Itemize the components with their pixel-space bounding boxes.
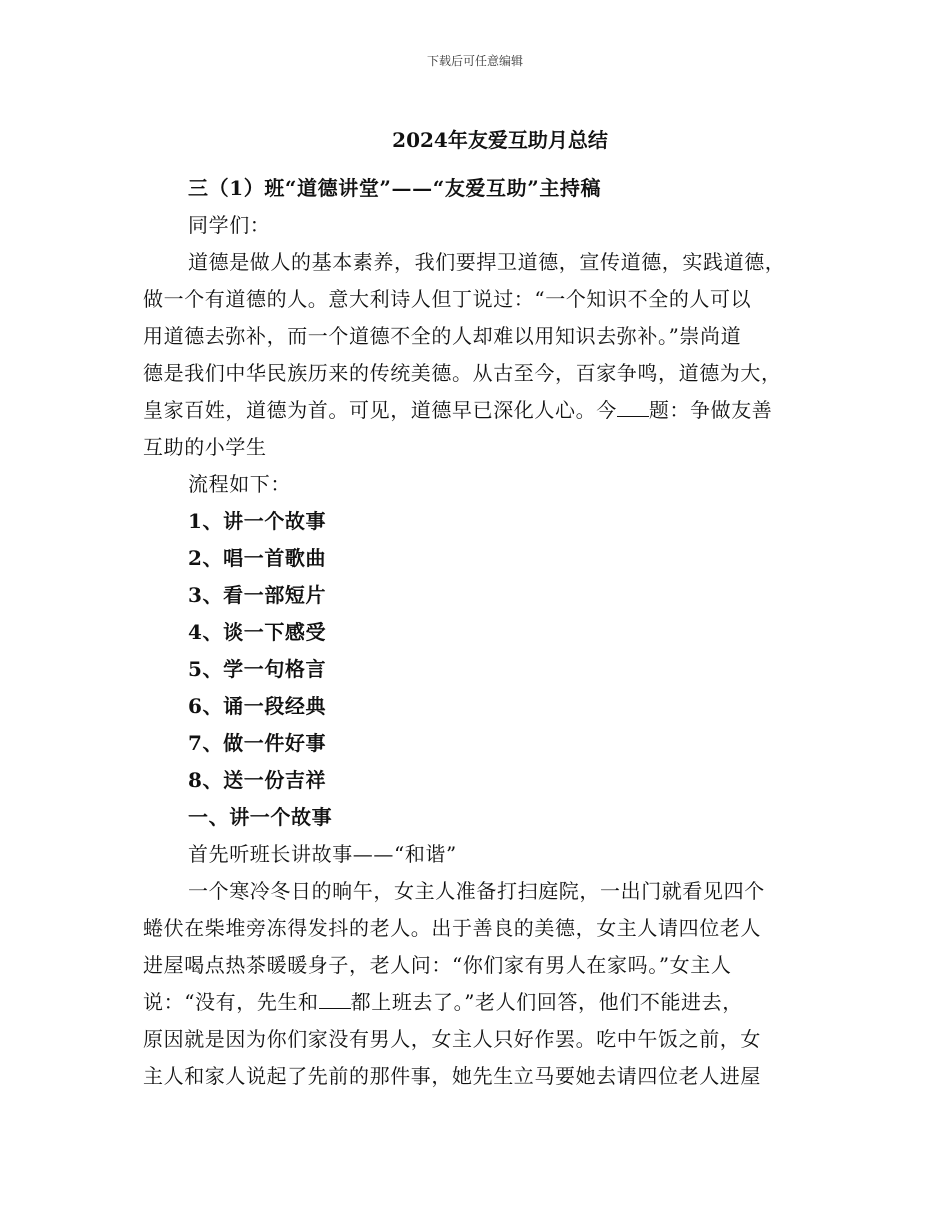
greeting: 同学们： — [188, 213, 271, 237]
paragraph-line: 蜷伏在柴堆旁冻得发抖的老人。出于善良的美德，女主人请四位老人 — [143, 916, 761, 940]
document-body — [143, 170, 833, 1095]
intro-paragraph — [143, 244, 833, 466]
paragraph-line: 互助的小学生 — [143, 435, 267, 459]
flow-item: 8、送一份吉祥 — [188, 768, 327, 792]
paragraph-line: 主人和家人说起了先前的那件事，她先生立马要她去请四位老人进屋 — [143, 1064, 761, 1088]
paragraph-line: 用道德去弥补，而一个道德不全的人却难以用知识去弥补。”崇尚道 — [143, 324, 742, 348]
paragraph-line: 原因就是因为你们家没有男人，女主人只好作罢。吃中午饭之前，女 — [143, 1027, 761, 1051]
paragraph-text: 题：争做友善 — [648, 398, 773, 422]
paragraph-line: 做一个有道德的人。意大利诗人但丁说过：“一个知识不全的人可以 — [143, 287, 752, 311]
paragraph-line: 德是我们中华民族历来的传统美德。从古至今，百家争鸣，道德为大， — [143, 361, 782, 385]
section-heading: 一、讲一个故事 — [188, 805, 333, 829]
flow-item: 1、讲一个故事 — [188, 509, 327, 533]
paragraph-text: 皇家百姓，道德为首。可见，道德早已深化人心。今 — [143, 398, 617, 422]
flow-item: 6、诵一段经典 — [188, 694, 327, 718]
blank-underline — [319, 986, 351, 1009]
paragraph-line — [143, 984, 833, 1021]
paragraph-line — [143, 392, 833, 429]
flow-intro: 流程如下： — [188, 472, 291, 496]
paragraph-text: 说：“没有，先生和 — [143, 990, 319, 1014]
paragraph-line: 一个寒冷冬日的晌午，女主人准备打扫庭院，一出门就看见四个 — [188, 879, 765, 903]
flow-item: 4、谈一下感受 — [188, 620, 327, 644]
paragraph-text: 都上班去了。”老人们回答，他们不能进去， — [350, 990, 743, 1014]
flow-item: 5、学一句格言 — [188, 657, 327, 681]
document-title: 2024年友爱互助月总结 — [392, 128, 608, 152]
flow-list — [143, 503, 833, 799]
story-paragraph — [143, 873, 833, 1095]
blank-underline — [617, 394, 649, 417]
paragraph-line: 道德是做人的基本素养，我们要捍卫道德，宣传道德，实践道德， — [188, 250, 786, 274]
document-subtitle: 三（1）班“道德讲堂”——“友爱互助”主持稿 — [188, 176, 602, 200]
flow-item: 3、看一部短片 — [188, 583, 327, 607]
paragraph-line: 进屋喝点热茶暖暖身子，老人问：“你们家有男人在家吗。”女主人 — [143, 953, 732, 977]
story-intro: 首先听班长讲故事——“和谐” — [188, 842, 457, 866]
flow-item: 2、唱一首歌曲 — [188, 546, 327, 570]
flow-item: 7、做一件好事 — [188, 731, 327, 755]
page-header: 下载后可任意编辑 — [426, 54, 523, 68]
